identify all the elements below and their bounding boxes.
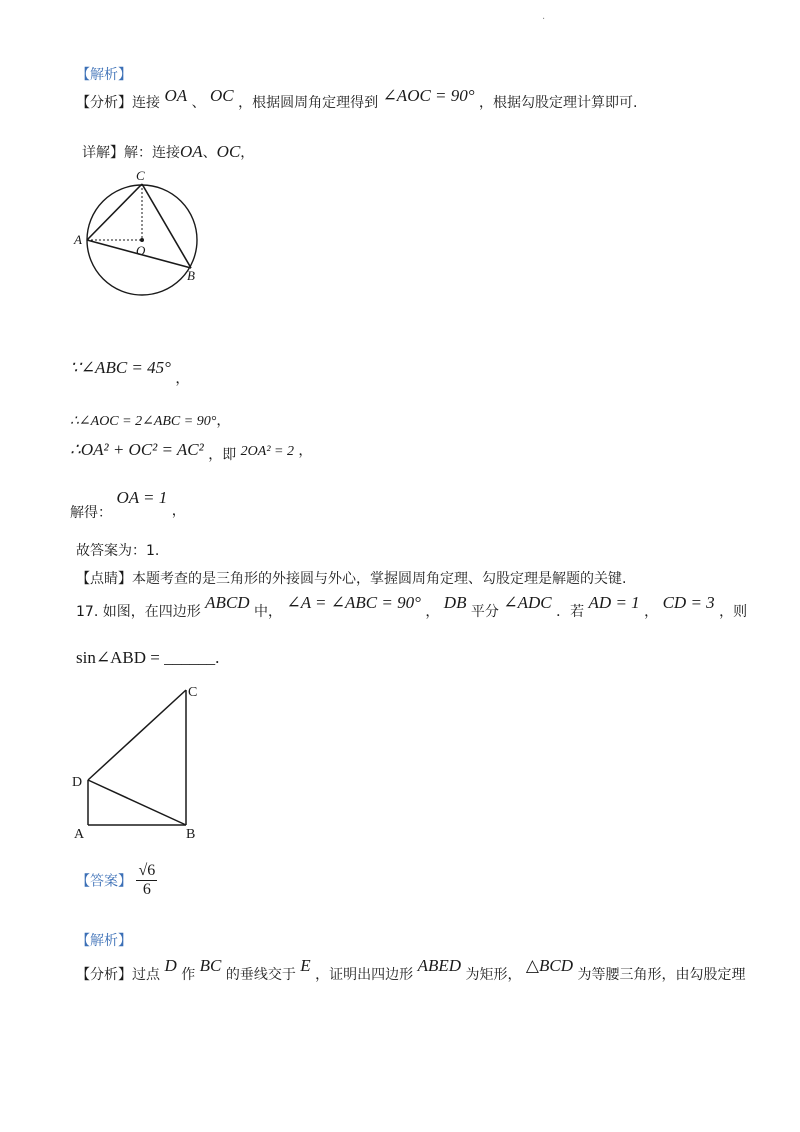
q17-fenxi-text-2: 作 <box>181 967 196 983</box>
step-1 <box>70 358 190 387</box>
fenxi-text-2: ，根据圆周角定理得到 <box>238 95 379 111</box>
q17-point-d: D <box>164 956 177 975</box>
label-a: A <box>74 232 82 247</box>
q17-fenxi-tag: 【分析】 <box>76 967 132 983</box>
q17-text-7: ，则 <box>719 604 748 620</box>
step-2-end: ， <box>216 413 231 429</box>
math-oa-2: OA <box>180 142 203 161</box>
q17-abed: ABED <box>417 956 462 975</box>
label-c-q: C <box>188 685 198 700</box>
detail-line <box>82 142 254 162</box>
q17-fenxi-text-5: 为矩形， <box>465 967 522 983</box>
quadrilateral-figure <box>66 682 216 842</box>
center-point <box>140 238 144 242</box>
circle-figure <box>70 165 210 305</box>
corner-mark: · <box>542 14 546 25</box>
q17-abcd: ABCD <box>205 593 250 612</box>
analysis-header: 【解析】 <box>76 67 132 83</box>
fenxi-text-1: 连接 <box>132 95 160 111</box>
step-3-end: ， <box>298 443 313 459</box>
answer-fraction <box>136 862 157 899</box>
q17-text-4: 平分 <box>470 604 499 620</box>
step-2 <box>70 410 230 430</box>
fenxi-tag: 【分析】 <box>76 95 132 111</box>
q17-ad: AD = 1 <box>588 593 640 612</box>
step-1-end: ， <box>175 371 190 387</box>
math-angle-aoc: ∠AOC = 90° <box>382 86 475 105</box>
step-1-math: ∵∠ABC = 45° <box>70 358 171 377</box>
q17-text-2: 中， <box>254 604 283 620</box>
q17-number: 17. <box>76 604 99 620</box>
detail-text: 详解】解：连接 <box>82 145 180 161</box>
fenxi-text-3: ，根据勾股定理计算即可. <box>479 95 638 111</box>
q17-point-e: E <box>300 956 311 975</box>
dianjing-line <box>76 568 626 588</box>
q17-fenxi-text-6: 为等腰三角形，由勾股定理 <box>577 967 746 983</box>
step-4-end: ， <box>171 503 186 519</box>
math-oc-2: OC <box>216 142 241 161</box>
dianjing-tag: 【点睛】 <box>76 571 132 587</box>
math-oa: OA <box>164 86 188 105</box>
q17-triangle-bcd: △BCD <box>525 956 573 975</box>
q17-text-3: ， <box>425 604 440 620</box>
fenxi-sep: 、 <box>191 95 206 111</box>
label-a-q: A <box>74 827 85 842</box>
final-answer: 故答案为：1. <box>76 543 160 559</box>
q17-fenxi-text-1: 过点 <box>132 967 160 983</box>
step-4 <box>70 488 186 521</box>
q17-adc: ∠ADC <box>503 593 552 612</box>
q17-fenxi-text-4: ，证明出四边形 <box>315 967 414 983</box>
q17-segment-bc: BC <box>199 956 222 975</box>
label-b-q: B <box>186 827 196 842</box>
math-oc: OC <box>210 86 234 105</box>
step-4-label: 解得： <box>70 505 112 521</box>
step-3-eq: 2OA² = 2 <box>240 444 294 459</box>
label-b: B <box>187 268 195 283</box>
q17-cd: CD = 3 <box>662 593 715 612</box>
answer-line <box>76 862 157 899</box>
q17-text-1: 如图，在四边形 <box>102 604 201 620</box>
step-2-math: ∴∠AOC = 2∠ABC = 90° <box>70 414 217 429</box>
segment-db-q <box>88 780 186 825</box>
detail-sep: 、 <box>202 145 217 161</box>
q17-analysis-line <box>76 956 746 987</box>
q17-fenxi-text-3: 的垂线交于 <box>225 967 296 983</box>
answer-numerator: √6 <box>138 862 156 879</box>
label-o: O <box>136 243 146 258</box>
step-3-mid: ，即 <box>208 447 237 463</box>
q17-angles: ∠A = ∠ABC = 90° <box>286 593 421 612</box>
step-3 <box>70 440 313 463</box>
q17-line <box>76 593 748 625</box>
answer-tag: 【答案】 <box>76 873 132 890</box>
label-d-q: D <box>72 775 83 790</box>
answer-denominator: 6 <box>142 881 151 898</box>
q17-blank-line: sin∠ABD = ______. <box>76 648 220 667</box>
segment-cb <box>142 184 191 268</box>
segment-cd-q <box>88 690 186 780</box>
step-3-math: ∴OA² + OC² = AC² <box>70 440 204 459</box>
dianjing-text: 本题考查的是三角形的外接圆与外心，掌握圆周角定理、勾股定理是解题的关键. <box>132 571 627 587</box>
detail-end: ， <box>240 145 255 161</box>
label-c: C <box>136 168 145 183</box>
q17-analysis-header: 【解析】 <box>76 933 132 949</box>
q17-db: DB <box>443 593 467 612</box>
q17-text-5: ．若 <box>556 604 585 620</box>
q17-text-6: ， <box>644 604 659 620</box>
step-4-math: OA = 1 <box>116 488 168 507</box>
analysis-line <box>76 86 638 115</box>
